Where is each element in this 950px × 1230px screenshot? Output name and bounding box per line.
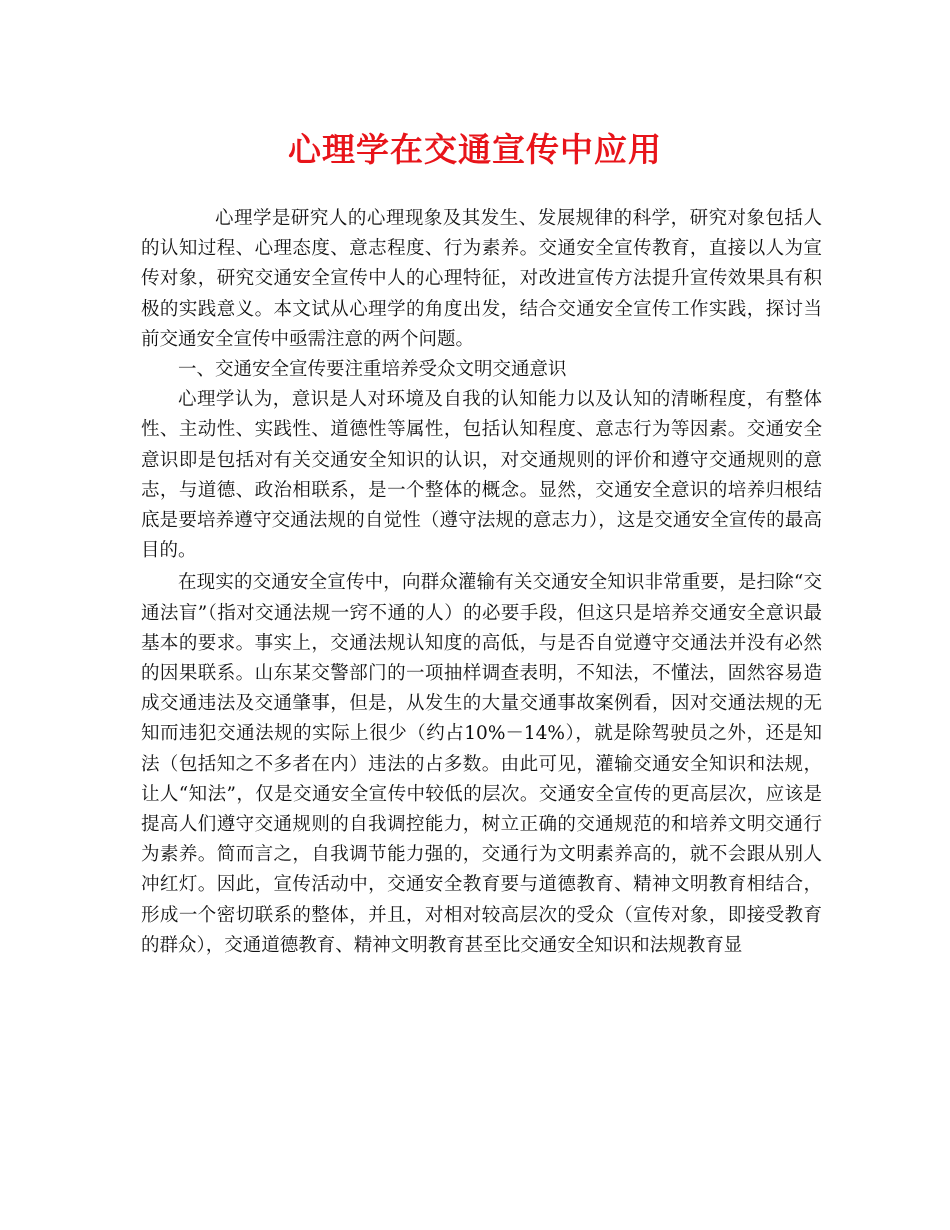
paragraph-reality: 在现实的交通安全宣传中，向群众灌输有关交通安全知识非常重要，是扫除“交通法盲”（指对交通法规一窍不通的人）的必要手段，但这只是培养交通安全意识最基本的要求。事实上，交通法规认知度的高低，与是否自觉遵守交通法并没有必然的因果联系。山东某交警部门的一项抽样调查表明，不知法，不懂法，固然容易造成交通违法及交通肇事，但是，从发生的大量交通事故案例看，因对交通法规的无知而违犯交通法规的实际上很少（约占10%－14%），就是除驾驶员之外，还是知法（包括知之不多者在内）违法的占多数。由此可见，灌输交通安全知识和法规，让人“知法”，仅是交通安全宣传中较低的层次。交通安全宣传的更高层次，应该是提高人们遵守交通规则的自我调控能力，树立正确的交通规范的和培养文明交通行为素养。简而言之，自我调节能力强的，交通行为文明素养高的，就不会跟从别人冲红灯。因此，宣传活动中，交通安全教育要与道德教育、精神文明教育相结合，形成一个密切联系的整体，并且，对相对较高层次的受众（宣传对象，即接受教育的群众），交通道德教育、精神文明教育甚至比交通安全知识和法规教育显: [141, 572, 822, 956]
paragraph-intro: 心理学是研究人的心理现象及其发生、发展规律的科学，研究对象包括人的认知过程、心理态度、意志程度、行为素养。交通安全宣传教育，直接以人为宣传对象，研究交通安全宣传中人的心理特征，对改进宣传方法提升宣传效果具有积极的实践意义。本文试从心理学的角度出发，结合交通安全宣传工作实践，探讨当前交通安全宣传中亟需注意的两个问题。: [141, 208, 822, 350]
document-body: [141, 204, 822, 961]
paragraph-awareness: 心理学认为，意识是人对环境及自我的认知能力以及认知的清晰程度，有整体性、主动性、实践性、道德性等属性，包括认知程度、意志行为等因素。交通安全意识即是包括对有关交通安全知识的认识，对交通规则的评价和遵守交通规则的意志，与道德、政治相联系，是一个整体的概念。显然，交通安全意识的培养归根结底是要培养遵守交通法规的自觉性（遵守法规的意志力），这是交通安全宣传的最高目的。: [141, 389, 822, 562]
document-title: 心理学在交通宣传中应用: [288, 130, 662, 169]
section-heading-1: 一、交通安全宣传要注重培养受众文明交通意识: [178, 359, 567, 381]
